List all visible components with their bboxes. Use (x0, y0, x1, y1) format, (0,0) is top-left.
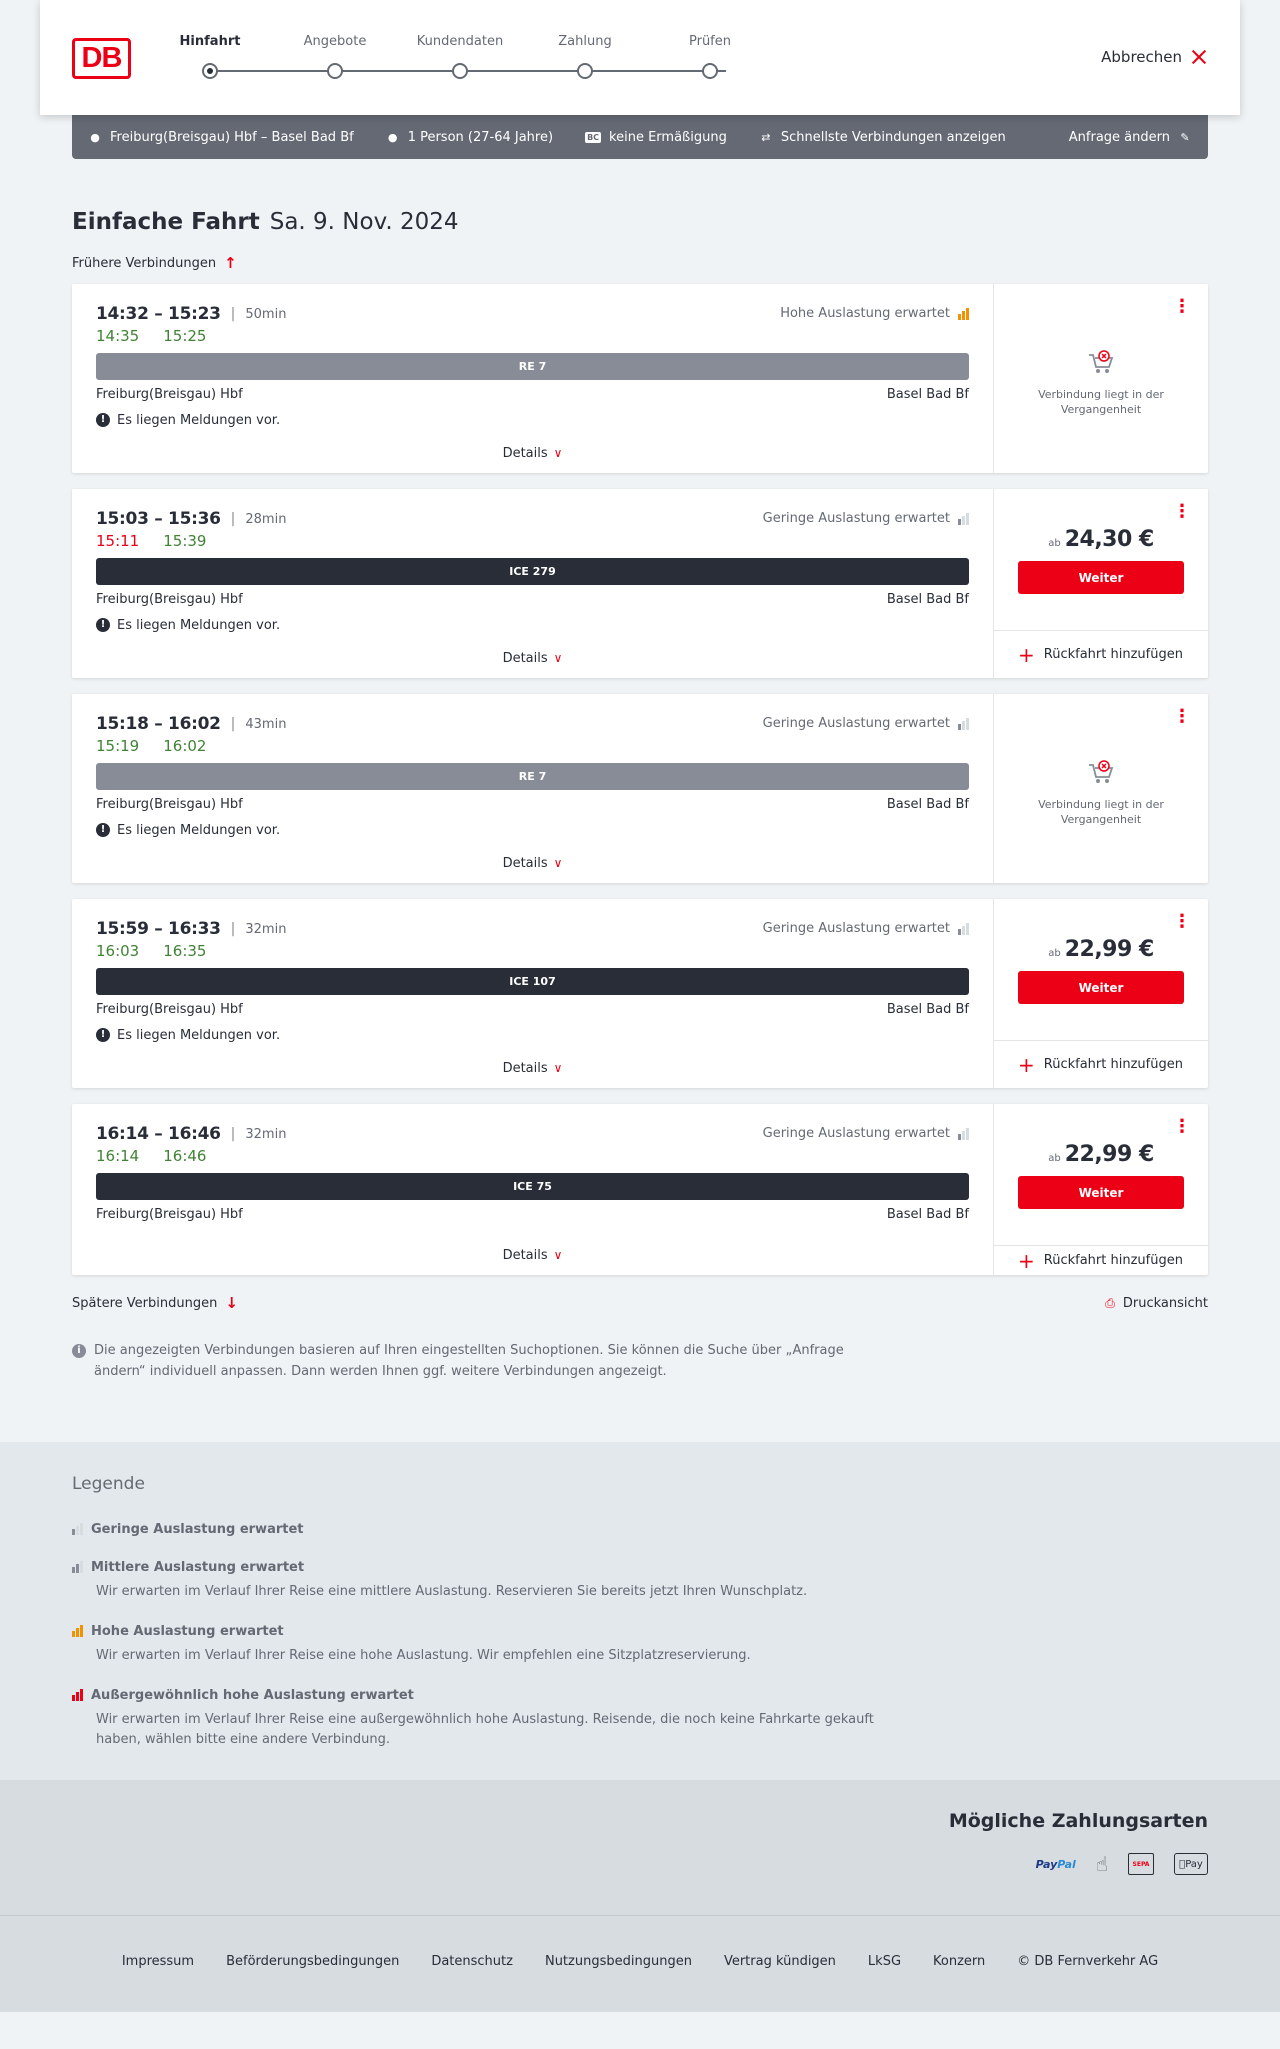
occupancy-mid-icon (72, 1561, 83, 1573)
discount-summary (585, 130, 727, 145)
add-return-trip-button[interactable] (994, 1246, 1208, 1275)
step-label: Kundendaten (416, 34, 504, 49)
duration: 32min (245, 921, 287, 937)
footer-link[interactable]: Nutzungsbedingungen (544, 1953, 692, 1969)
booking-stepper (179, 34, 748, 84)
legend-heading (72, 1622, 1208, 1640)
occupancy-bar (962, 721, 965, 730)
legend-title: Legende (72, 1474, 145, 1494)
stations-row (96, 592, 969, 610)
occupancy-info (763, 921, 969, 936)
stations-row (96, 387, 969, 405)
step-dot-current (202, 63, 218, 79)
destination-station: Basel Bad Bf (886, 797, 969, 812)
apple-pay-icon (1174, 1853, 1208, 1875)
realtime-departure: 14:35 (96, 327, 140, 345)
realtime-row (96, 737, 969, 757)
site-header (40, 0, 1240, 115)
occupancy-bar (80, 1689, 83, 1701)
occupancy-bar (76, 1628, 79, 1637)
add-return-trip-button[interactable] (994, 1041, 1208, 1088)
planned-times: 14:32 – 15:23 (96, 304, 221, 324)
occupancy-bar (76, 1564, 79, 1573)
change-request-button[interactable] (1069, 130, 1192, 145)
earlier-connections-link[interactable] (72, 252, 1208, 274)
occupancy-extreme-icon (72, 1689, 83, 1701)
occupancy-bar (958, 314, 961, 320)
legend-item (72, 1686, 1208, 1750)
occupancy-low-icon (958, 1128, 969, 1140)
footer-link[interactable]: Beförderungsbedingungen (226, 1953, 400, 1969)
origin-station: Freiburg(Breisgau) Hbf (96, 1002, 243, 1017)
legend-heading (72, 1686, 1208, 1704)
occupancy-bar (72, 1529, 75, 1535)
occupancy-low-icon (958, 513, 969, 525)
footer-link[interactable]: Impressum (121, 1953, 195, 1969)
legend-item-description: Wir erwarten im Verlauf Ihrer Reise eine hohe Auslastung. Wir empfehlen eine Sitzplatzreservierung. (96, 1648, 751, 1663)
db-logo[interactable]: DB (72, 38, 131, 79)
details-toggle[interactable] (96, 638, 969, 678)
list-footer-row (72, 1292, 1208, 1314)
step-angebote (285, 34, 385, 54)
legend-item-title: Außergewöhnlich hohe Auslastung erwartet (91, 1687, 414, 1703)
fastest-text: Schnellste Verbindungen anzeigen (780, 129, 1006, 145)
connection-card (72, 489, 1208, 678)
occupancy-info (763, 511, 969, 526)
connection-list (72, 284, 1208, 1275)
step-label: Zahlung (558, 34, 612, 49)
page-title: Einfache Fahrt (72, 209, 260, 235)
realtime-arrival: 15:25 (163, 327, 207, 345)
more-options-icon[interactable]: ⋮ (1173, 296, 1191, 317)
occupancy-bar (72, 1567, 75, 1573)
stations-row (96, 797, 969, 815)
credit-card-hand-icon: ☝ (1095, 1852, 1108, 1876)
swap-arrows-icon: ⇄ (761, 130, 771, 144)
destination-station: Basel Bad Bf (886, 387, 969, 402)
separator: | (230, 1126, 236, 1142)
price-value: 24,30 € (1064, 527, 1154, 552)
connection-card (72, 284, 1208, 473)
price-value: 22,99 € (1064, 1142, 1154, 1167)
connection-main (72, 489, 994, 678)
train-bar[interactable]: RE 7 (96, 353, 969, 380)
realtime-row (96, 532, 969, 552)
copyright: © DB Fernverkehr AG (1017, 1953, 1159, 1969)
price (1048, 1142, 1154, 1167)
occupancy-bar (962, 516, 965, 525)
planned-times: 15:18 – 16:02 (96, 714, 221, 734)
details-toggle[interactable] (96, 433, 969, 473)
realtime-arrival: 16:35 (163, 942, 207, 960)
origin-station: Freiburg(Breisgau) Hbf (96, 1207, 243, 1222)
booking-panel (994, 899, 1208, 1088)
connection-card (72, 1104, 1208, 1275)
step-hinfahrt (160, 34, 260, 54)
occupancy-label: Geringe Auslastung erwartet (762, 1126, 950, 1141)
step-dot (327, 63, 343, 79)
alert-icon: ! (96, 823, 110, 837)
location-pin-icon: ● (90, 130, 100, 144)
train-bar[interactable]: ICE 75 (96, 1173, 969, 1200)
details-label: Details (502, 856, 548, 871)
legend-item (72, 1558, 1208, 1602)
train-bar[interactable]: RE 7 (96, 763, 969, 790)
print-view-link[interactable] (1105, 1296, 1208, 1311)
occupancy-label: Hohe Auslastung erwartet (780, 306, 950, 321)
step-dot (452, 63, 468, 79)
route-summary (88, 130, 354, 145)
print-label: Druckansicht (1122, 1295, 1208, 1311)
booking-panel (994, 489, 1208, 678)
notice-text: Es liegen Meldungen vor. (117, 617, 281, 633)
occupancy-label: Geringe Auslastung erwartet (762, 511, 950, 526)
add-return-trip-button[interactable] (994, 631, 1208, 678)
price-prefix: ab (1048, 1153, 1061, 1164)
occupancy-bar (966, 308, 969, 320)
continue-button[interactable]: Weiter (1018, 561, 1184, 594)
disruption-notice (96, 1026, 969, 1044)
more-options-icon[interactable]: ⋮ (1173, 1116, 1191, 1137)
discount-text: keine Ermäßigung (609, 129, 727, 145)
legend-item (72, 1622, 1208, 1666)
occupancy-label: Geringe Auslastung erwartet (762, 921, 950, 936)
disruption-notice (96, 411, 969, 429)
search-summary-bar (72, 115, 1208, 159)
legend-item (72, 1520, 1208, 1538)
paypal-label-a: Pay (1035, 1857, 1058, 1871)
legend-item-title: Hohe Auslastung erwartet (91, 1623, 284, 1639)
bahncard-icon: BC (587, 132, 600, 142)
payment-icons (72, 1853, 1208, 1875)
train-bar[interactable]: ICE 279 (96, 558, 969, 585)
details-label: Details (502, 446, 548, 461)
occupancy-high-icon (958, 308, 969, 320)
payment-inner (72, 1810, 1208, 1875)
duration: 28min (245, 511, 287, 527)
travel-date: Sa. 9. Nov. 2024 (269, 209, 459, 235)
add-return-label: Rückfahrt hinzufügen (1043, 1253, 1183, 1268)
results-content (72, 209, 1208, 1382)
occupancy-bar (80, 1523, 83, 1535)
chevron-down-icon: ∨ (553, 651, 563, 665)
cart-unavailable-icon (1087, 759, 1115, 785)
planned-times: 15:59 – 16:33 (96, 919, 221, 939)
occupancy-bar (76, 1692, 79, 1701)
connection-main (72, 694, 994, 883)
past-connection-text: Verbindung liegt in der Vergangenheit (1038, 387, 1164, 416)
destination-station: Basel Bad Bf (886, 1002, 969, 1017)
realtime-departure: 15:19 (96, 737, 140, 755)
page-title-row (72, 209, 1208, 235)
connection-main (72, 1104, 994, 1275)
occupancy-info (763, 1126, 969, 1141)
add-return-label: Rückfahrt hinzufügen (1043, 1057, 1183, 1072)
price (1048, 527, 1154, 552)
payment-title: Mögliche Zahlungsarten (948, 1810, 1208, 1832)
chevron-down-icon: ∨ (553, 856, 563, 870)
booking-panel (994, 694, 1208, 883)
step-dot (577, 63, 593, 79)
legend-inner (72, 1474, 1208, 1750)
train-bar[interactable]: ICE 107 (96, 968, 969, 995)
passenger-summary (386, 130, 553, 145)
arrow-up-icon: ↑ (224, 254, 237, 272)
occupancy-info (763, 716, 969, 731)
occupancy-bar (962, 1131, 965, 1140)
realtime-arrival: 16:46 (163, 1147, 207, 1165)
more-options-icon[interactable]: ⋮ (1173, 911, 1191, 932)
earlier-label: Frühere Verbindungen (72, 255, 217, 271)
details-label: Details (502, 651, 548, 666)
occupancy-bar (958, 519, 961, 525)
step-pruefen (660, 34, 760, 54)
alert-icon: ! (96, 1028, 110, 1042)
paypal-label-b: Pal (1057, 1857, 1076, 1871)
connection-card (72, 899, 1208, 1088)
footer-link[interactable]: Datenschutz (431, 1953, 513, 1969)
occupancy-bar (72, 1631, 75, 1637)
past-connection-text: Verbindung liegt in der Vergangenheit (1038, 797, 1164, 826)
price (1048, 937, 1154, 962)
pencil-icon: ✎ (1180, 130, 1190, 144)
destination-station: Basel Bad Bf (886, 1207, 969, 1222)
occupancy-low-icon (958, 923, 969, 935)
step-label: Angebote (303, 34, 367, 49)
legend-item-description: Wir erwarten im Verlauf Ihrer Reise eine außergewöhnlich hohe Auslastung. Reisende, die noch keine Fahrkarte gekauft haben, wählen bitte eine andere Verbindung. (96, 1712, 874, 1747)
printer-icon: ⎙ (1105, 1295, 1115, 1310)
legend-heading (72, 1520, 1208, 1538)
continue-button[interactable]: Weiter (1018, 1176, 1184, 1209)
add-return-label: Rückfahrt hinzufügen (1043, 647, 1183, 662)
occupancy-bar (76, 1526, 79, 1535)
price-prefix: ab (1048, 538, 1061, 549)
cancel-button[interactable] (1101, 48, 1208, 66)
separator: | (230, 306, 236, 322)
notice-text: Es liegen Meldungen vor. (117, 1027, 281, 1043)
route-text: Freiburg(Breisgau) Hbf – Basel Bad Bf (110, 129, 354, 145)
footer-link[interactable]: Konzern (933, 1953, 986, 1969)
chevron-down-icon: ∨ (553, 1061, 563, 1075)
connection-main (72, 899, 994, 1088)
duration: 50min (245, 306, 287, 322)
connection-card (72, 694, 1208, 883)
alert-icon: ! (96, 618, 110, 632)
arrow-down-icon: ↓ (225, 1294, 238, 1312)
step-zahlung (535, 34, 635, 54)
occupancy-bar (72, 1695, 75, 1701)
details-toggle[interactable] (96, 1235, 969, 1275)
realtime-row (96, 327, 969, 347)
occupancy-bar (962, 926, 965, 935)
price-value: 22,99 € (1064, 937, 1154, 962)
realtime-departure: 16:03 (96, 942, 140, 960)
duration: 43min (245, 716, 287, 732)
origin-station: Freiburg(Breisgau) Hbf (96, 797, 243, 812)
info-text: Die angezeigten Verbindungen basieren auf Ihren eingestellten Suchoptionen. Sie können die Suche über „Anfrage ändern“ individuell anpassen. Dann werden Ihnen ggf. weitere Verbindungen angezeigt. (94, 1343, 844, 1379)
realtime-departure: 16:14 (96, 1147, 140, 1165)
origin-station: Freiburg(Breisgau) Hbf (96, 387, 243, 402)
chevron-down-icon: ∨ (553, 446, 563, 460)
legend-heading (72, 1558, 1208, 1576)
realtime-row (96, 942, 969, 962)
change-request-label: Anfrage ändern (1068, 129, 1170, 145)
footer-link[interactable]: Vertrag kündigen (723, 1953, 836, 1969)
occupancy-bar (962, 311, 965, 320)
details-label: Details (502, 1248, 548, 1263)
continue-button[interactable]: Weiter (1018, 971, 1184, 1004)
apple-pay-label: Pay (1182, 1858, 1200, 1870)
occupancy-bar (966, 718, 969, 730)
occupancy-bar (966, 923, 969, 935)
occupancy-bar (958, 1134, 961, 1140)
occupancy-bar (958, 929, 961, 935)
close-icon (1190, 48, 1208, 66)
realtime-arrival: 16:02 (163, 737, 207, 755)
separator: | (230, 921, 236, 937)
fastest-option (759, 130, 1006, 145)
destination-station: Basel Bad Bf (886, 592, 969, 607)
plus-icon: + (1018, 1248, 1035, 1273)
stations-row (96, 1002, 969, 1020)
alert-icon: ! (96, 413, 110, 427)
booking-panel (994, 284, 1208, 473)
occupancy-bar (966, 513, 969, 525)
chevron-down-icon: ∨ (553, 1248, 563, 1262)
step-dot (702, 63, 718, 79)
stations-row (96, 1207, 969, 1225)
realtime-departure: 15:11 (96, 532, 140, 550)
separator: | (230, 511, 236, 527)
step-label: Hinfahrt (179, 34, 241, 49)
disruption-notice (96, 616, 969, 634)
more-options-icon[interactable]: ⋮ (1173, 706, 1191, 727)
occupancy-info (780, 306, 969, 321)
occupancy-low-icon (72, 1523, 83, 1535)
occupancy-bar (958, 724, 961, 730)
separator: | (230, 716, 236, 732)
legend-item-title: Mittlere Auslastung erwartet (91, 1559, 305, 1575)
plus-icon: + (1018, 1052, 1035, 1077)
legend-section (0, 1442, 1280, 1780)
info-icon: i (72, 1344, 86, 1358)
paypal-icon (1036, 1853, 1076, 1875)
legend-item-title: Geringe Auslastung erwartet (91, 1521, 304, 1537)
price-prefix: ab (1048, 948, 1061, 959)
more-options-icon[interactable]: ⋮ (1173, 501, 1191, 522)
realtime-row (96, 1147, 969, 1167)
details-label: Details (502, 1061, 548, 1076)
later-label: Spätere Verbindungen (72, 1295, 218, 1311)
details-toggle[interactable] (96, 1048, 969, 1088)
occupancy-low-icon (958, 718, 969, 730)
cart-unavailable-icon (1087, 349, 1115, 375)
cancel-label: Abbrechen (1101, 48, 1182, 66)
occupancy-high-icon (72, 1625, 83, 1637)
connection-main (72, 284, 994, 473)
notice-text: Es liegen Meldungen vor. (117, 822, 281, 838)
notice-text: Es liegen Meldungen vor. (117, 412, 281, 428)
booking-panel (994, 1104, 1208, 1275)
person-icon: ● (387, 130, 398, 144)
step-label: Prüfen (688, 34, 731, 49)
later-connections-link[interactable] (72, 1294, 238, 1312)
realtime-arrival: 15:39 (163, 532, 207, 550)
plus-icon: + (1018, 642, 1035, 667)
spacer (96, 1225, 969, 1235)
occupancy-bar (966, 1128, 969, 1140)
occupancy-label: Geringe Auslastung erwartet (762, 716, 950, 731)
footer-link[interactable]: LkSG (867, 1953, 902, 1969)
payment-methods-section (0, 1780, 1280, 1916)
origin-station: Freiburg(Breisgau) Hbf (96, 592, 243, 607)
details-toggle[interactable] (96, 843, 969, 883)
occupancy-bar (80, 1625, 83, 1637)
sepa-icon: SEPA (1128, 1853, 1154, 1875)
passenger-text: 1 Person (27-64 Jahre) (407, 129, 554, 145)
occupancy-bar (80, 1561, 83, 1573)
planned-times: 16:14 – 16:46 (96, 1124, 221, 1144)
legend-item-description: Wir erwarten im Verlauf Ihrer Reise eine mittlere Auslastung. Reservieren Sie bereits jetzt Ihren Wunschplatz. (96, 1584, 808, 1599)
disruption-notice (96, 821, 969, 839)
search-info-note (72, 1340, 852, 1382)
planned-times: 15:03 – 15:36 (96, 509, 221, 529)
duration: 32min (245, 1126, 287, 1142)
step-kundendaten (410, 34, 510, 54)
site-footer (0, 1916, 1280, 2012)
